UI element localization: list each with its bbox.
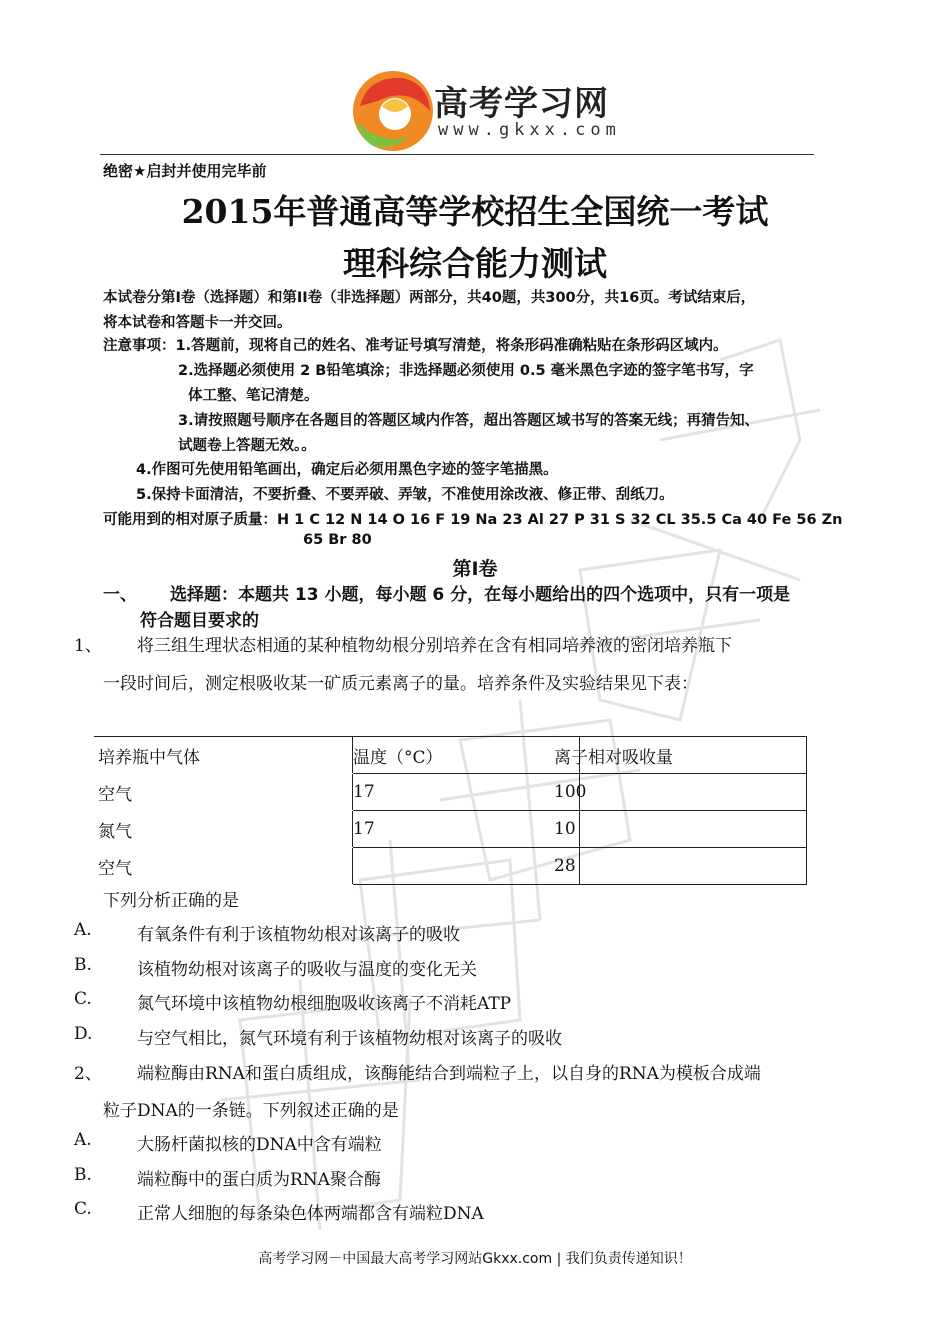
logo-swirl-icon — [348, 66, 438, 156]
notes-item-2b: 体工整、笔记清楚。 — [188, 388, 319, 404]
q1-option-c-letter: C. — [74, 989, 92, 1009]
notes-item-4: 4.作图可先使用铅笔画出，确定后必须用黑色字迹的签字笔描黑。 — [136, 462, 558, 478]
q1-text-line-1: 将三组生理状态相通的某种植物幼根分别培养在含有相同培养液的密闭培养瓶下 — [137, 636, 732, 656]
table-cell — [353, 848, 580, 885]
table-cell-text: 17 — [353, 782, 375, 802]
table-header-cell: 培养瓶中气体 — [94, 737, 353, 774]
table-cell — [554, 848, 807, 885]
table-row — [94, 774, 807, 811]
q1-option-c-text: 氮气环境中该植物幼根细胞吸收该离子不消耗ATP — [137, 994, 512, 1014]
notes-item-1: 注意事项：1.答题前，现将自己的姓名、准考证号填写清楚，将条形码准确粘贴在条形码区域内。 — [103, 338, 728, 354]
table-cell-text: 100 — [554, 782, 587, 802]
table-header-cell — [353, 737, 580, 774]
secret-notice: 绝密★启封并使用完毕前 — [103, 162, 267, 180]
table-row — [94, 848, 807, 885]
table-row — [94, 811, 807, 848]
q1-option-a-text: 有氧条件有利于该植物幼根对该离子的吸收 — [137, 925, 460, 945]
table-cell — [353, 811, 580, 848]
q1-option-d-text: 与空气相比，氮气环境有利于该植物幼根对该离子的吸收 — [137, 1029, 562, 1049]
q2-option-b-letter: B. — [74, 1165, 92, 1185]
footer-site-link[interactable]: Gkxx.com — [482, 1251, 553, 1267]
part-instruction-line-1: 选择题：本题共 13 小题，每小题 6 分，在每小题给出的四个选项中，只有一项是 — [170, 585, 791, 605]
table-cell — [554, 774, 807, 811]
notes-item-2a: 2.选择题必须使用 2 B铅笔填涂；非选择题必须使用 0.5 毫米黑色字迹的签字笔书写，字 — [178, 363, 754, 379]
q1-data-table — [94, 736, 807, 885]
intro-line-1: 本试卷分第I卷（选择题）和第II卷（非选择题）两部分，共40题，共300分，共16页。考试结束后， — [103, 290, 756, 306]
table-cell-text: 28 — [554, 856, 576, 876]
section-title: 第I卷 — [452, 558, 498, 580]
q1-option-b-text: 该植物幼根对该离子的吸收与温度的变化无关 — [137, 960, 477, 980]
q2-text-line-2: 粒子DNA的一条链。下列叙述正确的是 — [103, 1101, 399, 1121]
footer-text: 高考学习网－中国最大高考学习网站 — [258, 1251, 483, 1267]
exam-title: 2015年普通高等学校招生全国统一考试 — [181, 192, 769, 231]
q2-number: 2、 — [74, 1064, 102, 1084]
logo-url: www.gkxx.com — [438, 120, 621, 140]
table-cell — [353, 774, 580, 811]
table-cell — [554, 811, 807, 848]
table-header-text: 离子相对吸收量 — [554, 747, 673, 768]
table-header-row — [94, 737, 807, 774]
header-divider — [100, 154, 814, 155]
q1-option-a-letter: A. — [74, 920, 92, 940]
site-logo[interactable] — [348, 66, 621, 156]
q2-option-c-text: 正常人细胞的每条染色体两端都含有端粒DNA — [137, 1204, 484, 1224]
notes-item-3b: 试题卷上答题无效。。 — [178, 438, 316, 454]
q2-option-a-text: 大肠杆菌拟核的DNA中含有端粒 — [137, 1135, 382, 1155]
page-footer — [0, 1248, 950, 1268]
logo-name: 高考学习网 — [434, 84, 609, 124]
table-cell: 空气 — [98, 784, 132, 805]
intro-line-2: 将本试卷和答题卡一并交回。 — [103, 315, 292, 331]
table-cell-text: 10 — [554, 819, 576, 839]
table-cell: 氮气 — [98, 821, 132, 842]
table-cell: 空气 — [98, 858, 132, 879]
table-cell-text: 17 — [353, 819, 375, 839]
atomic-masses-line-2: 65 Br 80 — [303, 532, 372, 548]
table-header-text: 温度（°C） — [353, 747, 443, 768]
q1-option-d-letter: D. — [74, 1024, 93, 1044]
q2-option-c-letter: C. — [74, 1199, 92, 1219]
atomic-masses-line-1: 可能用到的相对原子质量：H 1 C 12 N 14 O 16 F 19 Na 23 Al 27 P 31 S 32 CL 35.5 Ca 40 Fe 56 Zn — [103, 512, 843, 528]
q2-text-line-1: 端粒酶由RNA和蛋白质组成，该酶能结合到端粒子上，以自身的RNA为模板合成端 — [137, 1064, 761, 1084]
q1-option-b-letter: B. — [74, 955, 92, 975]
exam-subtitle: 理科综合能力测试 — [343, 244, 607, 283]
q1-number: 1、 — [74, 636, 102, 656]
table-header-cell — [554, 737, 807, 774]
q2-option-b-text: 端粒酶中的蛋白质为RNA聚合酶 — [137, 1170, 381, 1190]
footer-slogan: | 我们负责传递知识！ — [552, 1251, 692, 1267]
q1-stem: 下列分析正确的是 — [103, 891, 239, 911]
notes-item-5: 5.保持卡面清洁，不要折叠、不要弄破、弄皱，不准使用涂改液、修正带、刮纸刀。 — [136, 487, 674, 503]
q2-option-a-letter: A. — [74, 1130, 92, 1150]
part-instruction-line-2: 符合题目要求的 — [140, 611, 259, 631]
part-number: 一、 — [103, 585, 137, 605]
notes-item-3a: 3.请按照题号顺序在各题目的答题区域内作答，超出答题区域书写的答案无线；再猜告知、 — [178, 413, 760, 429]
q1-text-line-2: 一段时间后，测定根吸收某一矿质元素离子的量。培养条件及实验结果见下表： — [103, 674, 698, 694]
